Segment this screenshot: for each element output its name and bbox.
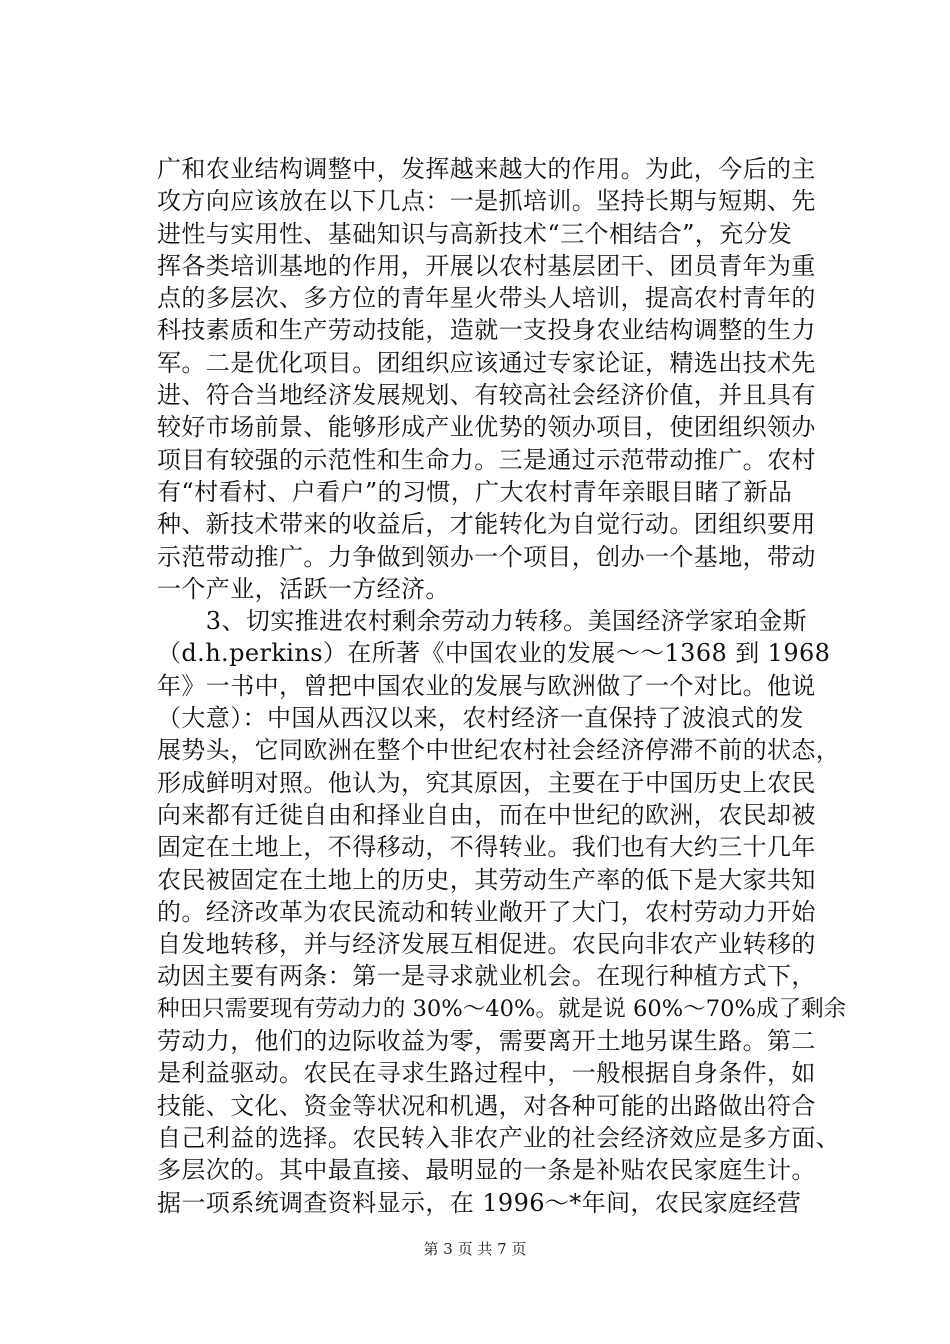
text-line: 较好市场前景、能够形成产业优势的领办项目，使团组织领办 (157, 413, 816, 442)
text-line: 劳动力，他们的边际收益为零，需要离开土地另谋生路。第二 (157, 1027, 816, 1056)
text-line: 挥各类培训基地的作用，开展以农村基层团干、团员青年为重 (157, 251, 816, 280)
text-line: 种、新技术带来的收益后，才能转化为自觉行动。团组织要用 (157, 510, 816, 539)
text-line: 点的多层次、多方位的青年星火带头人培训，提高农村青年的 (157, 284, 816, 313)
text-line: 科技素质和生产劳动技能，造就一支投身农业结构调整的生力 (157, 316, 816, 345)
text-line: 广和农业结构调整中，发挥越来越大的作用。为此，今后的主 (157, 155, 816, 183)
text-line: 3、切实推进农村剩余劳动力转移。美国经济学家珀金斯 (157, 607, 808, 636)
text-line: （d.h.perkins）在所著《中国农业的发展～～1368 到 1968 (157, 639, 831, 668)
text-line: 示范带动推广。力争做到领办一个项目，创办一个基地，带动 (157, 542, 816, 571)
page-footer: 第 3 页 共 7 页 (423, 1240, 527, 1258)
document-body (157, 153, 847, 1219)
text-line: 自己利益的选择。农民转入非农产业的社会经济效应是多方面、 (157, 1123, 841, 1152)
text-line: 形成鲜明对照。他认为，究其原因，主要在于中国历史上农民 (157, 768, 816, 797)
text-line: 技能、文化、资金等状况和机遇，对各种可能的出路做出符合 (157, 1091, 816, 1120)
text-line: 军。二是优化项目。团组织应该通过专家论证，精选出技术先 (157, 348, 816, 377)
text-line: 展势头，它同欧洲在整个中世纪农村社会经济停滞不前的状态， (157, 736, 841, 765)
text-line: 进、符合当地经济发展规划、有较高社会经济价值，并且具有 (157, 381, 816, 410)
text-line: 攻方向应该放在以下几点：一是抓培训。坚持长期与短期、先 (157, 187, 816, 216)
text-line: 有“村看村、户看户”的习惯，广大农村青年亲眼目睹了新品 (157, 477, 793, 506)
text-line: 据一项系统调查资料显示，在 1996～*年间，农民家庭经营 (157, 1188, 802, 1217)
text-line: 向来都有迁徙自由和择业自由，而在中世纪的欧洲，农民却被 (157, 800, 816, 829)
text-line: 一个产业，活跃一方经济。 (157, 574, 450, 603)
text-line: 动因主要有两条：第一是寻求就业机会。在现行种植方式下， (157, 962, 816, 991)
text-line: 固定在土地上，不得移动，不得转业。我们也有大约三十几年 (157, 833, 816, 862)
text-line: 自发地转移，并与经济发展互相促进。农民向非农产业转移的 (157, 930, 816, 959)
text-line: 多层次的。其中最直接、最明显的一条是补贴农民家庭生计。 (157, 1156, 816, 1185)
text-line: 是利益驱动。农民在寻求生路过程中，一般根据自身条件，如 (157, 1059, 816, 1088)
text-line: 项目有较强的示范性和生命力。三是通过示范带动推广。农村 (157, 445, 816, 474)
text-line: （大意）：中国从西汉以来，农村经济一直保持了波浪式的发 (157, 704, 804, 733)
text-line: 农民被固定在土地上的历史，其劳动生产率的低下是大家共知 (157, 865, 816, 894)
text-line: 年》一书中，曾把中国农业的发展与欧洲做了一个对比。他说 (157, 671, 816, 700)
text-line: 进性与实用性、基础知识与高新技术“三个相结合”，充分发 (157, 219, 793, 248)
text-line: 的。经济改革为农民流动和转业敞开了大门，农村劳动力开始 (157, 897, 816, 926)
text-line: 种田只需要现有劳动力的 30%～40%。就是说 60%～70%成了剩余 (157, 995, 847, 1022)
